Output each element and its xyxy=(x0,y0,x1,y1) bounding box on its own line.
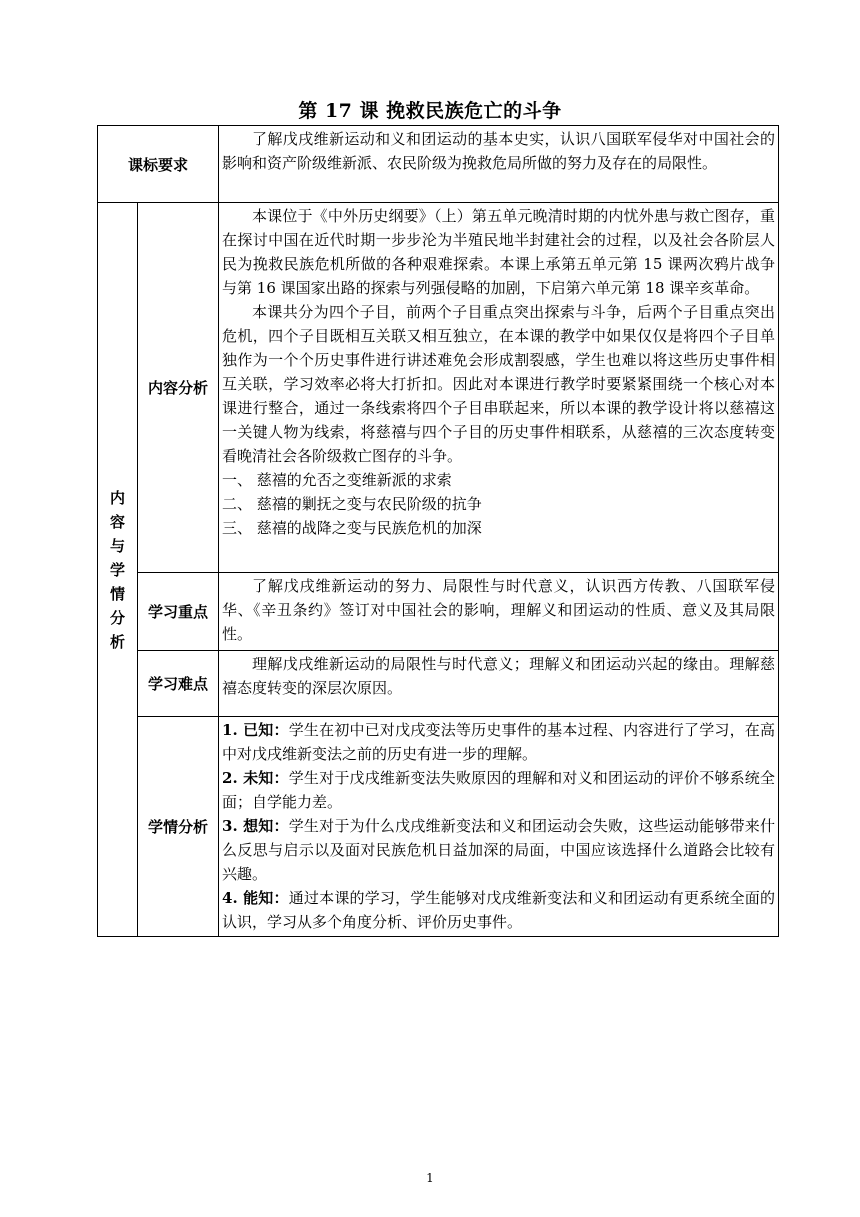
content-paragraph: 本课位于《中外历史纲要》（上）第五单元晚清时期的内忧外患与救亡图存，重在探讨中国在近代时期一步步沦为半殖民地半封建社会的过程，以及社会各阶层人民为挽救民族危机所做的各种艰难探索。本课上承第五单元第 15 课两次鸦片战争与第 16 课国家出路的探索与列强侵略的加剧，下启第六单元第 18 课辛亥革命。 xyxy=(222,207,776,297)
learner-item-text: 通过本课的学习，学生能够对戊戌维新变法和义和团运动有更系统全面的认识，学习从多个角度分析、评价历史事件。 xyxy=(222,889,776,931)
key-points-text: 了解戊戌维新运动的努力、局限性与时代意义，认识西方传教、八国联军侵华、《辛丑条约》签订对中国社会的影响，理解义和团运动的性质、意义及其局限性。 xyxy=(222,577,776,643)
learner-item xyxy=(222,718,775,766)
learner-item-lead: 4. 能知： xyxy=(222,889,289,907)
key-points-cell xyxy=(219,573,779,651)
learner-item xyxy=(222,814,775,886)
content-analysis-cell xyxy=(219,203,779,573)
page-number: 1 xyxy=(426,1171,434,1185)
difficulties-row xyxy=(98,651,779,717)
difficulties-label: 学习难点 xyxy=(138,651,219,717)
content-analysis-label: 内容分析 xyxy=(138,203,219,573)
curriculum-cell xyxy=(219,126,779,203)
curriculum-label: 课标要求 xyxy=(98,126,219,203)
learner-item-text: 学生在初中已对戊戌变法等历史事件的基本过程、内容进行了学习，在高中对戊戌维新变法之前的历史有进一步的理解。 xyxy=(222,721,776,763)
difficulties-text: 理解戊戌维新运动的局限性与时代意义；理解义和团运动兴起的缘由。理解慈禧态度转变的深层次原因。 xyxy=(222,655,776,697)
difficulties-cell xyxy=(219,651,779,717)
vertical-label-char: 析 xyxy=(109,632,125,651)
learner-item-lead: 1. 已知： xyxy=(222,721,289,739)
content-paragraph: 本课共分为四个子目，前两个子目重点突出探索与斗争，后两个子目重点突出危机，四个子目既相互关联又相互独立，在本课的教学中如果仅仅是将四个子目单独作为一个个历史事件进行讲述难免会形成割裂感，学生也难以将这些历史事件相互关联，学习效率必将大打折扣。因此对本课进行教学时要紧紧围绕一个核心对本课进行整合，通过一条线索将四个子目串联起来，所以本课的教学设计将以慈禧这一关键人物为线索，将慈禧与四个子目的历史事件相联系，从慈禧的三次态度转变看晚清社会各阶级救亡图存的斗争。 xyxy=(222,303,776,465)
learner-item-text: 学生对于戊戌维新变法失败原因的理解和对义和团运动的评价不够系统全面；自学能力差。 xyxy=(222,769,776,811)
learners-label: 学情分析 xyxy=(138,717,219,937)
lesson-plan-table xyxy=(97,125,779,937)
content-analysis-row xyxy=(98,203,779,573)
vertical-label-char: 情 xyxy=(109,584,125,603)
key-points-label: 学习重点 xyxy=(138,573,219,651)
vertical-label-char: 容 xyxy=(109,512,125,531)
curriculum-row xyxy=(98,126,779,203)
vertical-label-char: 内 xyxy=(109,488,125,507)
learner-item xyxy=(222,886,775,934)
content-list-item: 一、 慈禧的允否之变维新派的求索 xyxy=(222,471,452,489)
curriculum-text: 了解戊戌维新运动和义和团运动的基本史实，认识八国联军侵华对中国社会的影响和资产阶级维新派、农民阶级为挽救危局所做的努力及存在的局限性。 xyxy=(222,130,776,172)
content-list-item: 二、 慈禧的剿抚之变与农民阶级的抗争 xyxy=(222,495,482,513)
learner-item-lead: 2. 未知： xyxy=(222,769,289,787)
vertical-label-char: 学 xyxy=(109,560,125,579)
learners-cell xyxy=(219,717,779,937)
vertical-label-char: 分 xyxy=(109,608,125,627)
learner-item xyxy=(222,766,775,814)
learner-item-text: 学生对于为什么戊戌维新变法和义和团运动会失败，这些运动能够带来什么反思与启示以及面对民族危机日益加深的局面，中国应该选择什么道路会比较有兴趣。 xyxy=(222,817,776,883)
analysis-section-label xyxy=(98,203,138,937)
key-points-row xyxy=(98,573,779,651)
learner-item-lead: 3. 想知： xyxy=(222,817,289,835)
content-list-item: 三、 慈禧的战降之变与民族危机的加深 xyxy=(222,519,482,537)
learners-row xyxy=(98,717,779,937)
page-title: 第 17 课 挽救民族危亡的斗争 xyxy=(298,100,562,122)
vertical-label-char: 与 xyxy=(109,536,125,555)
